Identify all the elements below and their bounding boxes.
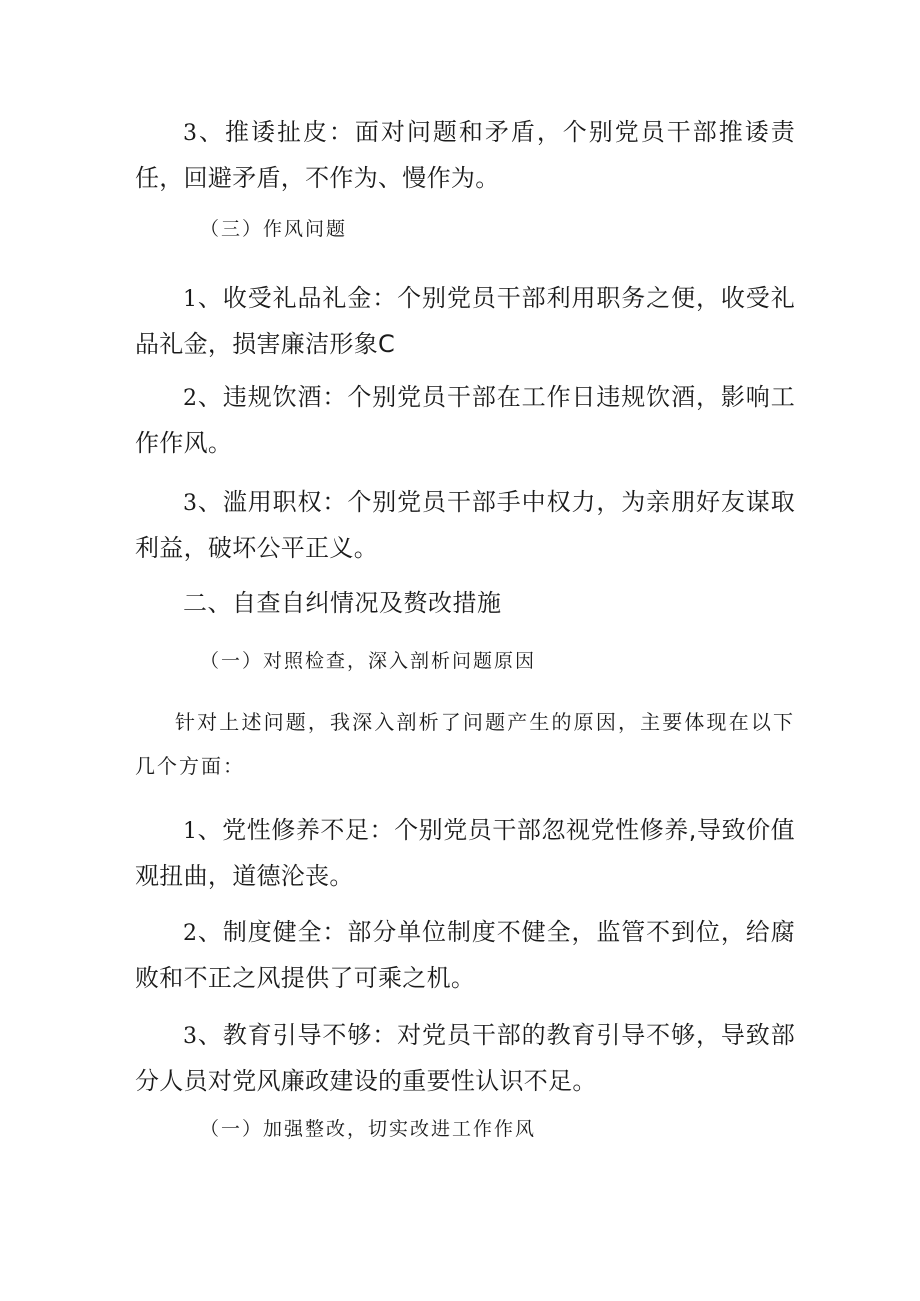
- paragraph-text: 、滥用职权：个别党员干部手中权力，为亲朋好友谋取利益，破坏公平正义。: [135, 488, 795, 562]
- paragraph-text: 、党性修养不足：个别党员干部忽视党性修养,导致价值观扭曲，道德沦丧。: [135, 816, 795, 890]
- paragraph-text: 、推诿扯皮：面对问题和矛盾，个别党员干部推诿责任，回避矛盾，不作为、慢作为。: [135, 118, 795, 192]
- item-number: 1: [183, 819, 198, 844]
- paragraph-item-3-shirking: [135, 110, 795, 200]
- paragraph-item-3-abuse: [135, 480, 795, 570]
- paragraph-text: 、教育引导不够：对党员干部的教育引导不够，导致部分人员对党风廉政建设的重要性认识不足。: [135, 1021, 795, 1095]
- paragraph-text: 、违规饮酒：个别党员干部在工作日违规饮酒，影响工作作风。: [135, 383, 795, 457]
- paragraph-item-1-party-spirit: [135, 808, 795, 898]
- subheading-rectification: （一）加强整改，切实改进工作作风: [200, 1118, 537, 1140]
- paragraph-item-2-drinking: [135, 375, 795, 465]
- paragraph-item-1-gifts: [135, 276, 795, 366]
- subheading-work-style: （三）作风问题: [200, 218, 348, 240]
- item-number: 3: [183, 1024, 198, 1049]
- item-number: 3: [183, 121, 198, 146]
- section-heading-self-inspection: 二、自查自纠情况及赘改措施: [183, 589, 502, 617]
- paragraph-item-3-education: [135, 1013, 795, 1103]
- item-number: 2: [183, 921, 198, 946]
- paragraph-text: 、制度健全：部分单位制度不健全，监管不到位，给腐败和不正之风提供了可乘之机。: [135, 918, 795, 992]
- item-number: 2: [183, 386, 198, 411]
- paragraph-analysis-intro: 针对上述问题，我深入剖析了问题产生的原因，主要体现在以下几个方面：: [135, 710, 795, 778]
- paragraph-text: 、收受礼品礼金：个别党员干部利用职务之便，收受礼品礼金，损害廉洁形象C: [135, 284, 795, 358]
- paragraph-item-2-system: [135, 910, 795, 1000]
- item-number: 3: [183, 491, 198, 516]
- subheading-cause-analysis: （一）对照检查，深入剖析问题原因: [200, 650, 537, 672]
- item-number: 1: [183, 287, 198, 312]
